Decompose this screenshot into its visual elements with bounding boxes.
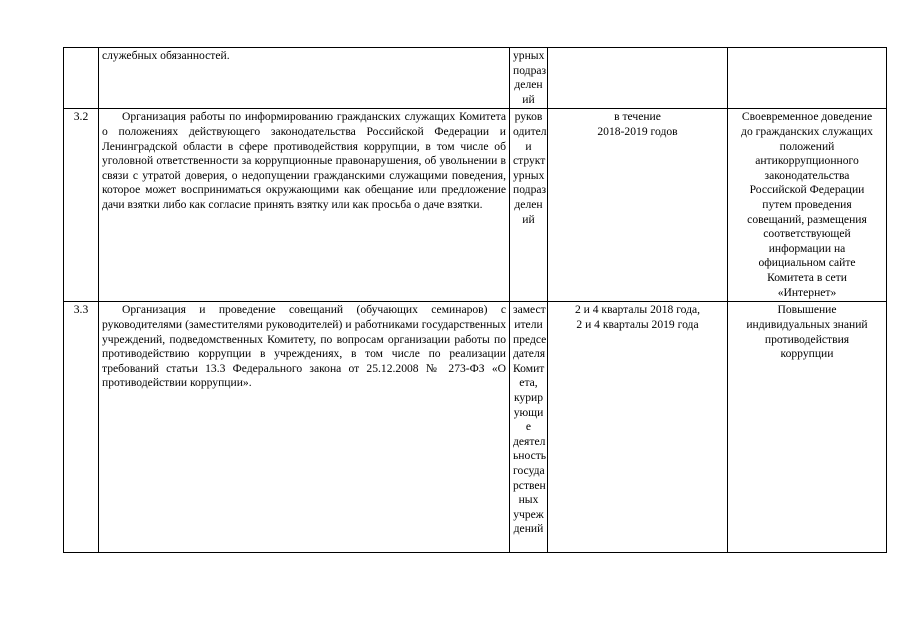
cell-line: рствен <box>513 478 546 492</box>
cell-line: ий <box>522 92 535 106</box>
measure-text: Организация и проведение совещаний (обучающих семинаров) с руководителями (заместителями руководителей) и работниками государственных учреждений, подведомственных Комитету, по вопросам организации работы по противодействию коррупции в учреждениях, в том числе по реализации требований статьи 13.3 Федерального закона от 25.12.2008 № 273-ФЗ «О противодействии коррупции». <box>99 302 510 553</box>
cell-line: ий <box>522 212 535 226</box>
expected-result-cell <box>728 109 887 302</box>
cell-line: е <box>525 420 532 434</box>
cell-line: противодействия <box>764 332 850 346</box>
table-row <box>64 109 887 302</box>
cell-line: деятел <box>513 434 546 448</box>
expected-result-cell <box>728 302 887 553</box>
cell-line: информации на <box>768 241 846 255</box>
cell-line: 2018-2019 годов <box>597 124 678 138</box>
responsible-cell <box>510 302 548 553</box>
measure-text: служебных обязанностей. <box>99 48 510 109</box>
cell-line: антикоррупционного <box>755 154 859 168</box>
cell-line: индивидуальных знаний <box>746 317 868 331</box>
cell-line: подраз <box>513 183 547 197</box>
cell-line: совещаний, размещения <box>747 212 867 226</box>
cell-line: подраз <box>513 63 547 77</box>
deadline-cell <box>548 48 728 109</box>
cell-line: коррупции <box>780 347 834 361</box>
cell-line: одител <box>513 124 547 138</box>
cell-line: 2 и 4 кварталы 2018 года, <box>574 303 701 317</box>
cell-line: Своевременное доведение <box>741 110 873 124</box>
cell-line: ители <box>514 317 543 331</box>
cell-line: ных <box>518 493 539 507</box>
table-row <box>64 48 887 109</box>
cell-line: Комит <box>513 361 545 375</box>
cell-line: в течение <box>614 110 661 124</box>
cell-line: руков <box>514 110 543 124</box>
cell-line: путем проведения <box>762 197 852 211</box>
cell-line: ующи <box>513 405 544 419</box>
cell-line: предсе <box>513 332 547 346</box>
cell-line: урных <box>513 49 545 62</box>
cell-line: учреж <box>513 507 544 521</box>
deadline-cell <box>548 302 728 553</box>
cell-line: замест <box>513 303 546 317</box>
cell-line: ьность <box>513 449 547 463</box>
expected-result-cell <box>728 48 887 109</box>
cell-line: ета, <box>519 376 538 390</box>
deadline-cell <box>548 109 728 302</box>
cell-line: структ <box>513 154 546 168</box>
cell-line: курир <box>513 390 544 404</box>
cell-line: госуда <box>513 463 545 477</box>
item-number: 3.2 <box>64 109 99 302</box>
cell-line: урных <box>513 168 545 182</box>
responsible-cell <box>510 48 548 109</box>
cell-line: соответствующей <box>763 227 851 241</box>
item-number: 3.3 <box>64 302 99 553</box>
cell-line: «Интернет» <box>777 285 837 299</box>
table-row <box>64 302 887 553</box>
cell-line: Российской Федерации <box>749 183 865 197</box>
cell-line: официальном сайте <box>758 256 856 270</box>
cell-line: делен <box>514 78 543 92</box>
cell-line: Повышение <box>777 303 837 317</box>
item-number <box>64 48 99 109</box>
cell-line: дений <box>513 522 544 536</box>
cell-line: законодательства <box>764 168 850 182</box>
cell-line: дателя <box>513 347 546 361</box>
cell-line: 2 и 4 кварталы 2019 года <box>576 317 699 331</box>
cell-line: делен <box>514 197 543 211</box>
cell-line: и <box>525 139 532 153</box>
cell-line: до гражданских служащих <box>741 124 873 138</box>
responsible-cell <box>510 109 548 302</box>
measure-text: Организация работы по информированию гражданских служащих Комитета о положениях действующего законодательства Российской Федерации и Ленинградской области в сфере противодействия коррупции, в том числе об уголовной ответственности за коррупционные правонарушения, об увольнении в связи с утратой доверия, о недопущении гражданскими служащими поведения, которое может восприниматься окружающими как обещание или предложение дачи взятки либо как согласие принять взятку или как просьба о даче взятки. <box>99 109 510 302</box>
measures-table <box>63 47 887 553</box>
cell-line: Комитета в сети <box>767 270 847 284</box>
cell-line: положений <box>779 139 835 153</box>
